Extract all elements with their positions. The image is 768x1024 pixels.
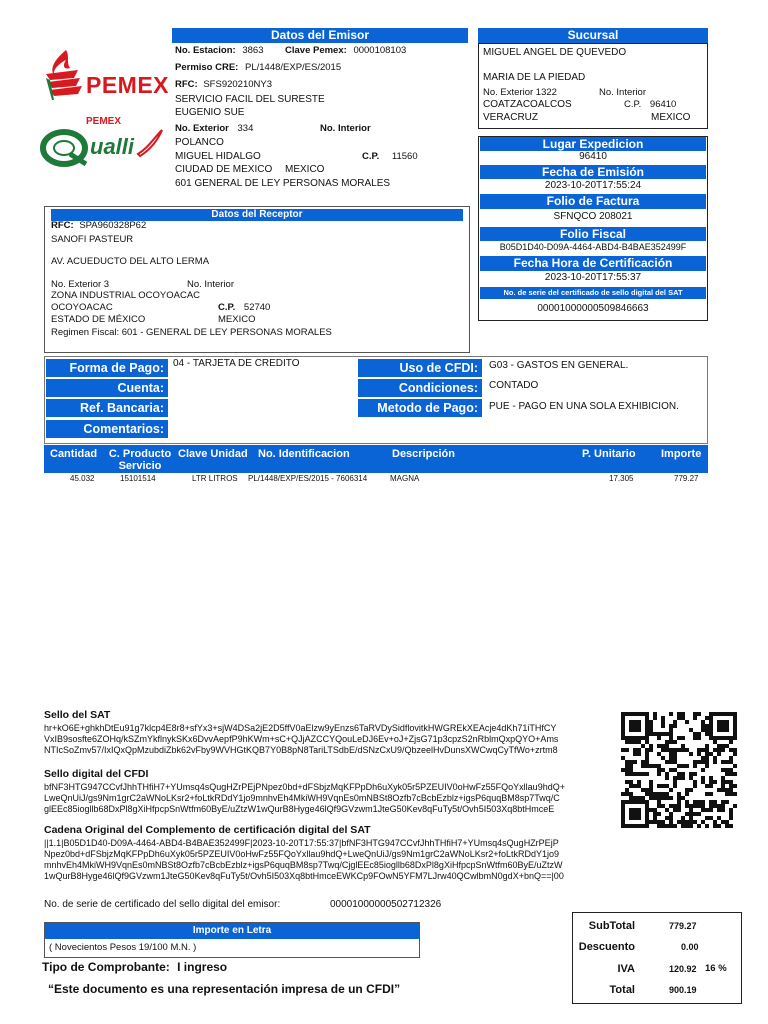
- receptor-pais: MEXICO: [218, 314, 256, 325]
- sello-cfdi-label: Sello digital del CFDI: [44, 768, 149, 780]
- metodo-pago-value: PUE - PAGO EN UNA SOLA EXHIBICION.: [489, 401, 679, 412]
- lugar-value: 96410: [579, 151, 607, 162]
- emisor-interior-label: No. Interior: [320, 123, 371, 134]
- col-clave-unidad: Clave Unidad: [178, 448, 248, 460]
- qr-module: [713, 760, 717, 764]
- qr-module: [625, 748, 629, 752]
- sello-sat-line: VxIB9sosfte6ZOHq/kSZmYkflnykSKx6DvvAepfP9hKWm+sC+QJjAZCCYQouLeDJ6Ev+oJ+ZjsG71p3cpzS2nRblmQxpQYO+Ams: [44, 734, 559, 744]
- iva-label: IVA: [617, 963, 635, 975]
- qr-module: [697, 824, 701, 828]
- emisor-cert-value: 00001000000502712326: [330, 899, 442, 910]
- qr-module: [733, 752, 737, 756]
- receptor-interior-label: No. Interior: [187, 279, 234, 290]
- qr-module: [721, 808, 725, 812]
- qr-module: [689, 752, 693, 756]
- receptor-header: Datos del Receptor: [51, 209, 463, 221]
- metodo-pago-label: Metodo de Pago:: [358, 399, 482, 417]
- qr-module: [733, 804, 737, 808]
- qr-module: [689, 788, 693, 792]
- folio-label: Folio de Factura: [480, 194, 706, 209]
- receptor-cp-value: 52740: [243, 302, 271, 313]
- qr-module: [705, 824, 709, 828]
- qr-module: [673, 784, 677, 788]
- emisor-block: [175, 44, 467, 194]
- row-importe: 779.27: [674, 474, 699, 483]
- forma-pago-label: Forma de Pago:: [46, 359, 168, 377]
- emisor-street: EUGENIO SUE: [175, 107, 245, 118]
- total-value: 900.19: [669, 985, 697, 995]
- cert-label: Fecha Hora de Certificación: [480, 256, 706, 271]
- receptor-municipio: OCOYOACAC: [51, 302, 113, 313]
- qr-module: [729, 824, 733, 828]
- qr-module: [649, 748, 653, 752]
- sucursal-header: Sucursal: [478, 28, 708, 43]
- qr-module: [709, 784, 713, 788]
- qr-module: [705, 764, 709, 768]
- qr-module: [633, 760, 637, 764]
- subtotal-label: SubTotal: [588, 920, 635, 932]
- iva-value: 120.92: [669, 964, 697, 974]
- clave-label: Clave Pemex:: [285, 45, 347, 56]
- qr-module: [673, 724, 677, 728]
- row-descripcion: MAGNA: [390, 474, 420, 483]
- qr-module: [637, 816, 641, 820]
- importe-letra-box: [44, 922, 420, 958]
- sello-sat-label: Sello del SAT: [44, 709, 111, 721]
- cadena-line: mnhvEh4MkiWH9VqnEs0mNBSt8Ozfb7cBcbEzblz+igsP6quqBM8sp7Twq/CjglEEc85iogllb68DxPl8gXiHfpcpSnWtfm60ByE/uZtzW: [44, 860, 563, 870]
- estacion-value: 3863: [242, 45, 264, 56]
- qr-module: [733, 772, 737, 776]
- sello-sat-line: hr+kO6E+ghkhDtEu91g7klcp4E8r8+sfYx3+sjW4DSa2jE2D5ffV0aElzw9yEnzs6TaRVDySidflovitkHWGREkXEAcje4dKh71iTHfCY: [44, 723, 557, 733]
- emisor-municipio: MIGUEL HIDALGO: [175, 151, 261, 162]
- sucursal-estado: VERACRUZ: [483, 112, 539, 123]
- iva-rate: 16 %: [705, 963, 727, 974]
- serie-sat-value: 00001000000509846663: [537, 303, 649, 314]
- qr-module: [729, 740, 733, 744]
- sello-cfdi-line: LweQnUiJ/gs9Nm1grC2aWNoLKsr2+foLtkRDdY1jo9mnhvEh4MkiWH9VqnEs0mNBSt8Ozfb7cBcbEzblz+igsP6quqBM8sp7Twq/C: [44, 793, 560, 803]
- row-clave-producto: 15101514: [120, 474, 156, 483]
- emisor-pais: MEXICO: [285, 164, 325, 175]
- row-cantidad: 45.032: [70, 474, 95, 483]
- qr-module: [685, 792, 689, 796]
- qr-module: [733, 784, 737, 788]
- comprobante-value: I ingreso: [177, 960, 228, 974]
- qr-module: [685, 720, 689, 724]
- col-cantidad: Cantidad: [50, 448, 98, 460]
- receptor-street: AV. ACUEDUCTO DEL ALTO LERMA: [51, 256, 210, 267]
- qr-module: [681, 736, 685, 740]
- qr-module: [689, 824, 693, 828]
- qr-module: [653, 716, 657, 720]
- fecha-value: 2023-10-20T17:55:24: [544, 180, 642, 191]
- comprobante-label: Tipo de Comprobante:: [42, 960, 170, 974]
- receptor-colonia: ZONA INDUSTRIAL OCOYOACAC: [51, 290, 201, 301]
- uso-cfdi-value: G03 - GASTOS EN GENERAL.: [489, 360, 629, 371]
- pemex-eagle-icon: [44, 48, 84, 104]
- qr-module: [721, 748, 725, 752]
- qualli-wordmark: ualli: [90, 134, 135, 159]
- emisor-colonia: POLANCO: [175, 137, 224, 148]
- qr-module: [733, 792, 737, 796]
- sello-cfdi-line: bfNF3HTG947CCvfJhhTHfiH7+YUmsq4sQugHZrPEjPNpez0bd+dFSbjzMqKFPpDh6uXyk05r5PZEUIV0oHwFz55FQoYxllau9hdQ+: [44, 782, 565, 792]
- qr-module: [657, 772, 661, 776]
- qr-module: [673, 740, 677, 744]
- total-label: Total: [609, 984, 635, 996]
- qr-module: [669, 796, 673, 800]
- qr-module: [665, 776, 669, 780]
- qr-module: [693, 764, 697, 768]
- ref-bancaria-label: Ref. Bancaria:: [46, 399, 168, 417]
- emisor-cp-value: 11560: [391, 151, 418, 162]
- sucursal-box: [478, 43, 708, 129]
- receptor-rfc-value: SPA960328P62: [79, 220, 147, 231]
- items-header: [44, 445, 708, 473]
- fiscal-value: B05D1D40-D09A-4464-ABD4-B4BAE352499F: [499, 242, 687, 252]
- permiso-label: Permiso CRE:: [175, 62, 239, 73]
- qr-module: [669, 712, 673, 716]
- sucursal-interior-label: No. Interior: [599, 87, 646, 98]
- qr-module: [645, 772, 649, 776]
- col-identificacion: No. Identificacion: [258, 448, 350, 460]
- qr-module: [733, 764, 737, 768]
- qr-module: [733, 736, 737, 740]
- emisor-header: Datos del Emisor: [172, 28, 468, 43]
- emisor-rfc-value: SFS920210NY3: [203, 79, 273, 90]
- qr-module: [673, 824, 677, 828]
- cert-value: 2023-10-20T17:55:37: [544, 272, 642, 283]
- sucursal-cp-value: 96410: [649, 99, 677, 110]
- descuento-value: 0.00: [681, 942, 699, 952]
- emisor-cert-label: No. de serie de certificado del sello digital del emisor:: [44, 899, 281, 910]
- receptor-box: [44, 206, 470, 353]
- qr-module: [717, 752, 721, 756]
- cadena-line: 1wQurB8Hyge46lQf9GVzwm1JteG50Kev8qFuTy5t/Ovh5I503Xq8btHmceEWKCp9FOwN5YFM7LJrw40QCwlbmN0gdX+bnQ==|00: [44, 871, 564, 881]
- fiscal-label: Folio Fiscal: [480, 227, 706, 241]
- qr-module: [729, 816, 733, 820]
- emisor-regimen: 601 GENERAL DE LEY PERSONAS MORALES: [175, 178, 391, 189]
- qr-module: [637, 752, 641, 756]
- qr-module: [697, 812, 701, 816]
- info-stack: [478, 136, 708, 321]
- qr-module: [709, 808, 713, 812]
- sucursal-municipio: COATZACOALCOS: [483, 99, 572, 110]
- qr-module: [681, 776, 685, 780]
- cadena-line: Npez0bd+dFSbjzMqKFPpDh6uXyk05r5PZEUIV0oHwFz55FQoYxllau9hdQ+LweQnUiJ/gs9Nm1grC2aWNoLKsr2+foLtkRDdY1jo9: [44, 849, 559, 859]
- emisor-exterior-label: No. Exterior: [175, 123, 229, 134]
- permiso-value: PL/1448/EXP/ES/2015: [245, 62, 342, 73]
- qr-module: [657, 812, 661, 816]
- qr-module: [725, 800, 729, 804]
- table-row: [44, 474, 708, 486]
- clave-value: 0000108103: [353, 45, 407, 56]
- sello-sat-line: NTIcSoZmv57/IxIQxQpMzubdiZbk62vFby9WVHGtKQB7Y0B8pN8TariLTSdbE/dSNzCxU9/QbzeelHvDunsXWCwqCyTfWo+zrtm8: [44, 745, 558, 755]
- emisor-exterior-value: 334: [237, 123, 254, 134]
- receptor-rfc-label: RFC:: [51, 220, 74, 231]
- cuenta-label: Cuenta:: [46, 379, 168, 397]
- qr-module: [693, 772, 697, 776]
- descuento-label: Descuento: [578, 941, 635, 953]
- cadena-original-label: Cadena Original del Complemento de certificación digital del SAT: [44, 824, 371, 836]
- pemex-wordmark: PEMEX: [86, 72, 170, 98]
- cadena-line: ||1.1|B05D1D40-D09A-4464-ABD4-B4BAE352499F|2023-10-20T17:55:37|bfNF3HTG947CCvfJhhTHfiH7+YUmsq4sQugHZrPEjP: [44, 838, 559, 848]
- row-clave-unidad: LTR LITROS: [192, 474, 238, 483]
- qr-code: [621, 712, 737, 828]
- sucursal-exterior: No. Exterior 1322: [483, 87, 557, 98]
- qr-module: [697, 736, 701, 740]
- comentarios-label: Comentarios:: [46, 420, 168, 438]
- sucursal-colonia: MARIA DE LA PIEDAD: [483, 72, 586, 83]
- condiciones-label: Condiciones:: [358, 379, 482, 397]
- sucursal-street: MIGUEL ANGEL DE QUEVEDO: [483, 47, 627, 58]
- qr-module: [717, 824, 721, 828]
- sello-cfdi-line: glEEc85iogllb68DxPl8gXiHfpcpSnWtfm60ByE/uZtzW1wQurB8Hyge46lQf9GVzwm1JteG50Kev8qFuTy5t/Ovh5I503Xq8btHmceE: [44, 804, 555, 814]
- sucursal-cp-label: C.P.: [624, 99, 642, 110]
- pemex-small-wordmark: PEMEX: [86, 116, 122, 127]
- qr-module: [725, 728, 729, 732]
- fecha-label: Fecha de Emisión: [480, 165, 706, 179]
- folio-value: SFNQCO 208021: [553, 211, 633, 222]
- qr-module: [677, 808, 681, 812]
- qr-module: [713, 780, 717, 784]
- qr-module: [685, 764, 689, 768]
- cfdi-note: “Este documento es una representación impresa de un CFDI”: [48, 982, 401, 996]
- uso-cfdi-label: Uso de CFDI:: [358, 359, 482, 377]
- col-clave-producto: C. Producto Servicio: [108, 448, 172, 472]
- emisor-name: SERVICIO FACIL DEL SURESTE: [175, 94, 325, 105]
- qr-module: [701, 768, 705, 772]
- col-importe: Importe: [661, 448, 702, 460]
- col-descripcion: Descripción: [392, 448, 455, 460]
- qr-module: [693, 784, 697, 788]
- qr-module: [709, 792, 713, 796]
- sucursal-pais: MEXICO: [651, 112, 691, 123]
- receptor-cp-label: C.P.: [218, 302, 236, 313]
- col-p-unitario: P. Unitario: [582, 448, 636, 460]
- estacion-label: No. Estacion:: [175, 45, 236, 56]
- qualli-swirl-icon: [136, 128, 166, 158]
- receptor-regimen: Regimen Fiscal: 601 - GENERAL DE LEY PERSONAS MORALES: [51, 327, 332, 338]
- emisor-rfc-label: RFC:: [175, 79, 198, 90]
- qr-module: [693, 716, 697, 720]
- subtotal-value: 779.27: [669, 921, 697, 931]
- qualli-q-icon: [40, 128, 92, 168]
- serie-sat-label: No. de serie del certificado de sello digital del SAT: [480, 287, 706, 299]
- forma-pago-value: 04 - TARJETA DE CREDITO: [173, 358, 300, 369]
- emisor-ciudad: CIUDAD DE MEXICO: [175, 164, 273, 175]
- emisor-cp-label: C.P.: [362, 151, 380, 162]
- qr-module: [657, 736, 661, 740]
- receptor-estado: ESTADO DE MÉXICO: [51, 314, 146, 325]
- qr-module: [661, 724, 665, 728]
- qr-module: [697, 712, 701, 716]
- qr-module: [637, 728, 641, 732]
- receptor-exterior: No. Exterior 3: [51, 279, 110, 290]
- condiciones-value: CONTADO: [489, 380, 539, 391]
- importe-letra-header: Importe en Letra: [45, 923, 419, 939]
- pemex-logo: [44, 48, 170, 108]
- qr-module: [645, 824, 649, 828]
- totals-box: [572, 912, 742, 1004]
- row-p-unitario: 17.305: [609, 474, 634, 483]
- receptor-name: SANOFI PASTEUR: [51, 234, 134, 245]
- lugar-label: Lugar Expedicion: [480, 137, 706, 151]
- importe-letra-value: ( Novecientos Pesos 19/100 M.N. ): [49, 942, 197, 953]
- qr-module: [669, 788, 673, 792]
- qualli-logo: [40, 114, 168, 170]
- row-identificacion: PL/1448/EXP/ES/2015 - 7606314: [248, 474, 368, 483]
